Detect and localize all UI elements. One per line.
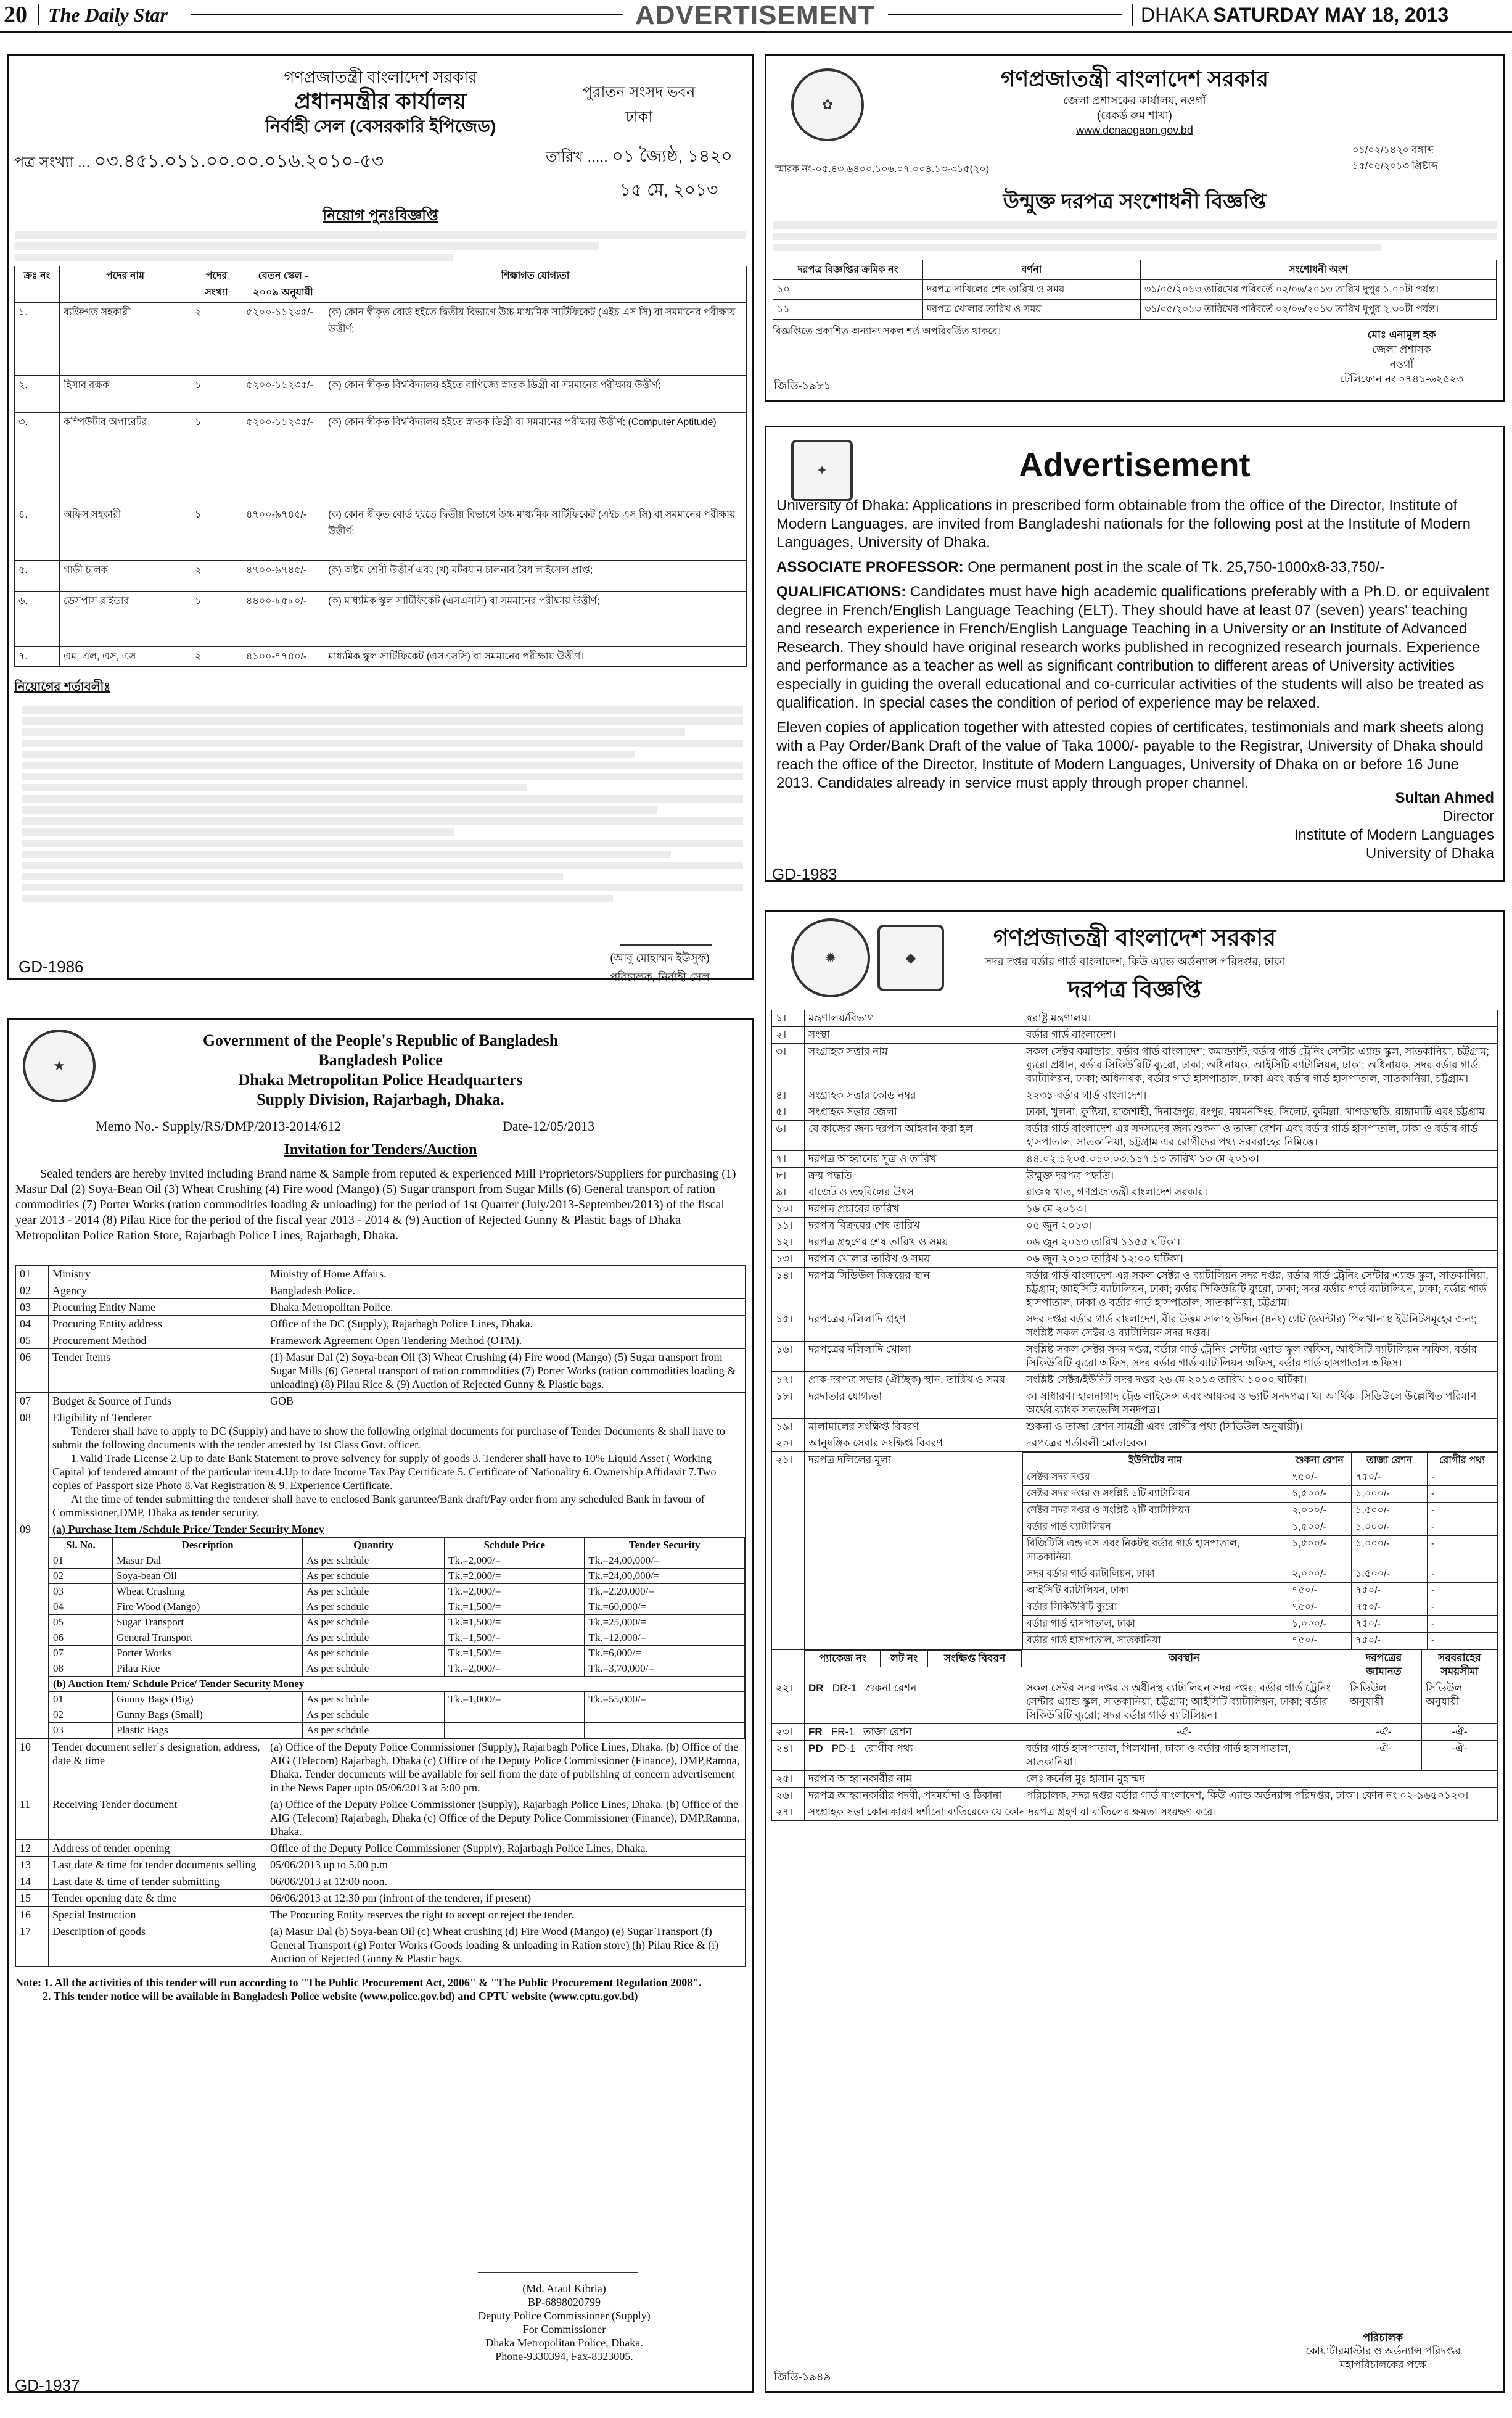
gd-code: GD-1937 bbox=[15, 2376, 80, 2395]
signer: পরিচালক কোয়ার্টারমাস্টার ও অর্ডন্যান্স পরিদপ্তর মহাপরিচালকের পক্ষে bbox=[1305, 2332, 1461, 2371]
office-title: প্রধানমন্ত্রীর কার্যালয় bbox=[294, 88, 467, 113]
table-row: 15 Tender opening date & time 06/06/2013 at 12:30 pm (infront of the tenderer, if present) bbox=[16, 1890, 746, 1907]
table-row: ৫. গাড়ী চালক ২ ৪৭০০-৯৭৪৫/- (ক) অষ্টম শ্রেণী উত্তীর্ণ এবং (খ) মটরযান চালনার বৈধ লাইসেন্স প্রাপ্ত; bbox=[15, 561, 747, 592]
bgb-emblem-icon: ✹ bbox=[791, 918, 870, 997]
table-row: ১৮। দরদাতার যোগ্যতা ক। সাধারণ। হালনাগাদ ট্রেড লাইসেন্স এবং আয়কর ও ভ্যাট সনদপত্র। খ। আর্থিক। সিডিউলে উল্লেখিত পরিমাণ অর্থের ব্যাংক সলভেন্সি সনদপত্র। bbox=[772, 1388, 1498, 1419]
table-row: ২৪। PD PD-1 রোগীর পথ্য বর্ডার গার্ড হাসপাতাল, পিলখানা, ঢাকা ও বর্ডার গার্ড হাসপাতাল, সাতকানিয়া। -ঐ- -ঐ- bbox=[772, 1741, 1498, 1771]
police-ad bbox=[7, 1018, 754, 2393]
signature bbox=[620, 920, 712, 946]
footer-note: বিজ্ঞপ্তিতে প্রকাশিত অন্যান্য সকল শর্ত অপরিবর্তিত থাকবে। bbox=[773, 326, 1001, 337]
table-row: ৫। সংগ্রাহক সত্তার জেলা ঢাকা, খুলনা, কুষ্টিয়া, রাজশাহী, দিনাজপুর, রংপুর, ময়মনসিংহ, সিলেট, কুমিল্লা, খাগড়াছড়ি, রাঙ্গামাটি এবং চট্টগ্রাম। bbox=[772, 1104, 1498, 1121]
table-row: বর্ডার গার্ড ব্যাটালিয়ন ১,৫০০/- ১,০০০/- - bbox=[1023, 1519, 1497, 1536]
table-row: ২০। আনুষঙ্গিক সেবার সংক্ষিপ্ত বিবরণ দরপত্রের শর্তাবলী মোতাবেক। bbox=[772, 1435, 1498, 1452]
note-2: 2. This tender notice will be available in Bangladesh Police website (www.police.gov.bd) and CPTU website (www.cptu.gov.bd) bbox=[43, 1990, 638, 2002]
col-scale: বেতন স্কেল - ২০০৯ অনুযায়ী bbox=[242, 266, 324, 303]
notice-heading: নিয়োগ পুনঃবিজ্ঞপ্তি bbox=[323, 207, 438, 224]
table-row: 09 (a) Purchase Item /Schdule Price/ Tender Security Money Sl. No. Description Quantity Schdule Price Tender Security 01 Masur Dal As per schdule Tk.=2,000/= Tk.=24,00,000/= 02 Soya-bean Oil As per schdule Tk.=2,000/= Tk.=24,00,000/= 03 Wheat Crushing As per schdule Tk.=2,000/= Tk.=2,20,000/= 04 Fire Wood (Mango) As per schdule Tk.=1,500/= Tk.=60,000/= 05 Sugar Transport As per schdule Tk.=1,500/= Tk.=25,000/= 06 General Transport As per schdule Tk.=1,500/= Tk.=12,000/= 07 Porter Works As per schdule Tk.=1,500/= Tk.=6,000/= 08 Pilau Rice As per schdule Tk.=2,000/= Tk.=3,70,000/= (b) Auction Item/ Schdule Price/ Tender Security Money 01 Gunny Bags (Big) As per schdule Tk.=1,000/= Tk.=55,000/= 02 Gunny Bags (Small) As per schdule 03 Plastic Bags As per schdule bbox=[16, 1521, 746, 1739]
table-row: 14 Last date & time of tender submitting 06/06/2013 at 12:00 noon. bbox=[16, 1873, 746, 1890]
table-row: ২৩। FR FR-1 তাজা রেশন -ঐ- -ঐ- -ঐ- bbox=[772, 1724, 1498, 1741]
notice-heading: উন্মুক্ত দরপত্র সংশোধনী বিজ্ঞপ্তি bbox=[1003, 190, 1267, 213]
table-row: 06 Tender Items (1) Masur Dal (2) Soya-bean Oil (3) Wheat Crushing (4) Fire wood (Mango) (5) Sugar transport from Sugar Mills (6) General transport of ration commodities (7) Porter Works (ration commodities loading & unloading) (8) Pilau Rice & (9) Auction of Rejected Gunny & Plastic bags. bbox=[16, 1349, 746, 1393]
table-row: ৬। যে কাজের জন্য দরপত্র আহবান করা হল বর্ডার গার্ড বাংলাদেশ এর সদস্যদের জন্য শুকনা ও তাজা রেশন এবং বর্ডার গার্ড হাসপাতাল, ঢাকা ও বর্ডার গার্ড হাসপাতাল, সাতকানিয়া, চট্টগ্রাম এর রোগীদের পথ্য সরবরাহের নিমিত্তে। bbox=[772, 1121, 1498, 1151]
signer: Sultan Ahmed Director Institute of Modern Languages University of Dhaka bbox=[1294, 790, 1494, 862]
table-row: 17 Description of goods (a) Masur Dal (b) Soya-bean Oil (c) Wheat crushing (d) Fire Wood (Mango) (e) Sugar Transport (f) General Transport (g) Porter Works (Goods loading & unloading in Ration store) (h) Pilau Rice & (i) Auction of Rejected Gunny & Plastic bags. bbox=[16, 1923, 746, 1967]
table-row: 05 Procurement Method Framework Agreement Open Tendering Method (OTM). bbox=[16, 1332, 746, 1349]
table-row: বর্ডার সিকিউরিটি ব্যুরো ৭৫০/- ৭৫০/- - bbox=[1023, 1599, 1497, 1616]
naogaon-ad bbox=[765, 54, 1505, 402]
table-row: 10 Tender document seller`s designation, address, date & time (a) Office of the Deputy Police Commissioner (Supply), Rajarbagh Police Lines, Dhaka. (b) Office of the AIG (Telecom) Rajarbagh, Dhaka (c) Office of the Deputy Police Commissioner (Finance), DMP,Ramna, Dhaka. Tender documents will be available for sell from the date of publishing of concern advertisement in the News Paper upto 05/06/2013 at 5:00 pm. bbox=[16, 1739, 746, 1796]
table-row: ১. ব্যক্তিগত সহকারী ২ ৫২০০-১১২৩৫/- (ক) কোন স্বীকৃত বোর্ড হইতে দ্বিতীয় বিভাগে উচ্চ মাধ্যমিক সার্টিফিকেট (এইচ এস সি) বা সমমানের পরীক্ষায় উত্তীর্ণ; bbox=[15, 303, 747, 376]
office-line: সদর দপ্তর বর্ডার গার্ড বাংলাদেশ, কিউ এ্যান্ড অর্ডন্যান্স পরিদপ্তর, ঢাকা bbox=[984, 955, 1285, 968]
signature bbox=[478, 2241, 638, 2273]
table-row: ২. হিসাব রক্ষক ১ ৫২০০-১১২৩৫/- (ক) কোন স্বীকৃত বিশ্ববিদ্যালয় হইতে বাণিজ্যে স্নাতক ডিগ্রী বা সমমানের পরীক্ষায় উত্তীর্ণ; bbox=[15, 376, 747, 413]
table-row: 07 Budget & Source of Funds GOB bbox=[16, 1393, 746, 1409]
table-row: 06 General Transport As per schdule Tk.=1,500/= Tk.=12,000/= bbox=[49, 1630, 745, 1646]
table-row: ১৫। দরপত্রের দলিলাদি গ্রহণ সদর দপ্তর বর্ডার গার্ড বাংলাদেশ, বীর উত্তম সালাহ উদ্দিন (৪নং) গেট (৬ঘন্টার) পিলখানাস্থ ইউনিটসমূহের জন্য; সংশ্লিষ্ট সকল সেক্টর ও ব্যাটালিয়ন সদর দপ্তর। bbox=[772, 1311, 1498, 1342]
govt-title: গণপ্রজাতন্ত্রী বাংলাদেশ সরকার bbox=[284, 68, 477, 86]
table-row: ১০ দরপত্র দাখিলের শেষ তারিখ ও সময় ৩১/০৫/২০১৩ তারিখের পরিবর্তে ০২/০৬/২০১৩ তারিখ দুপুর ১.০০টা পর্যন্ত। bbox=[773, 280, 1497, 300]
table-row: ২৬। দরপত্র আহ্বানকারীর পদবী, পদমর্যাদা ও ঠিকানা পরিচালক, সদর দপ্তর বর্ডার গার্ড বাংলাদেশ, কিউ এ্যান্ড অর্ডন্যান্স পরিদপ্তর, ঢাকা। ফোন নং ০২-৯৬৫০১২৩। bbox=[772, 1788, 1498, 1804]
table-row: ৩. কম্পিউটার অপারেটর ১ ৫২০০-১১২৩৫/- (ক) কোন স্বীকৃত বিশ্ববিদ্যালয় হইতে স্নাতক ডিগ্রী বা সমমানের পরীক্ষায় উত্তীর্ণ; (Computer Aptitude) bbox=[15, 413, 747, 505]
table-row: ৬. ডেসপাস রাইডার ১ ৪৪০০-৮৫৮০/- (ক) মাধ্যমিক স্কুল সার্টিফিকেট (এসএসসি) বা সমমানের পরীক্ষায় উত্তীর্ণ; bbox=[15, 592, 747, 647]
table-row: ৪। সংগ্রাহক সত্তার কোড নম্বর ২২৩১-বর্ডার গার্ড বাংলাদেশ। bbox=[772, 1087, 1498, 1104]
table-row: 02 Soya-bean Oil As per schdule Tk.=2,000/= Tk.=24,00,000/= bbox=[49, 1569, 745, 1584]
table-row: ১১। দরপত্র বিক্রয়ের শেষ তারিখ ০৫ জুন ২০১৩। bbox=[772, 1218, 1498, 1234]
terms-heading: নিয়োগের শর্তাবলীঃ bbox=[14, 680, 111, 694]
notice-heading: Invitation for Tenders/Auction bbox=[284, 1142, 477, 1158]
table-row: ২৭। সংগ্রাহক সত্তা কোন কারণ দর্শানো ব্যতিরেকে যে কোন দরপত্র গ্রহণ বা বাতিলের ক্ষমতা সংরক্ষণ করে। bbox=[772, 1804, 1498, 1821]
table-row: ১৯। মালামালের সংক্ষিপ্ত বিবরণ শুকনা ও তাজা রেশন সামগ্রী এবং রোগীর পথ্য (সিডিউল অনুযায়ী)। bbox=[772, 1419, 1498, 1435]
table-row: 01 Ministry Ministry of Home Affairs. bbox=[16, 1266, 746, 1282]
govt-title: গণপ্রজাতন্ত্রী বাংলাদেশ সরকার bbox=[993, 925, 1276, 951]
col-no: ক্রঃ নং bbox=[15, 266, 60, 303]
signer: মোঃ এনামুল হক জেলা প্রশাসক নওগাঁ টেলিফোন নং ০৭৪১-৬২৫২৩ bbox=[1339, 329, 1463, 385]
intro-text: Sealed tenders are hereby invited including Brand name & Sample from reputed & experienced Mill Proprietors/Suppliers for purchasing (1) Masur Dal (2) Soya-Bean Oil (3) Wheat Crushing (4) Fire wood (Mango) (5) Sugar transport from Sugar Mills (6) General transport of ration commodities (7) Porter Works (ration commodities loading & unloading) for the period of 1st Quarter (July/2013-September/2013) of the fiscal year 2013 - 2014 (8) Pilau Rice for the period of the fiscal year 2013 - 2014 & (9) Auction of Rejected Gunny & Plastic bags of Dhaka Metropolitan Police Ration Store, Rajarbagh Police Lines, Rajarbagh, Dhaka. bbox=[15, 1167, 736, 1242]
dateline: DHAKA SATURDAY MAY 18, 2013 bbox=[1141, 4, 1449, 26]
price-table: ইউনিটের নাম শুকনা রেশন তাজা রেশন রোগীর পথ্য সেক্টর সদর দপ্তর ৭৫০/- ৭৫০/- - সেক্টর সদর দপ্তর ও সংশ্লিষ্ট ১টি ব্যাটালিয়ন ১,৫০০/- ১,০০০/- - সেক্টর সদর দপ্তর ও সংশ্লিষ্ট ২টি ব্যাটালিয়ন ২,০০০/- ১,৫০০/- - বর্ডার গার্ড ব্যাটালিয়ন ১,৫০০/- ১,০০০/- - বিজিটিসি এন্ড এস এবং নিকটস্থ বর্ডার গার্ড হাসপাতাল, সাতকানিয়া ১,৫০০/- ১,০০০/- - সদর বর্ডার গার্ড ব্যাটালিয়ন, ঢাকা ২,০০০/- ১,৫০০/- - আইসিটি ব্যাটালিয়ন, ঢাকা ৭৫০/- ৭৫০/- - বর্ডার সিকিউরিটি ব্যুরো ৭৫০/- ৭৫০/- - বর্ডার গার্ড হাসপাতাল, ঢাকা ১,০০০/- ৭৫০/- - বর্ডার গার্ড হাসপাতাল, সাতকানিয়া ৭৫০/- ৭৫০/- - bbox=[1022, 1452, 1497, 1649]
office-address: পুরাতন সংসদ ভবন ঢাকা bbox=[583, 84, 696, 125]
gd-code: GD-1986 bbox=[18, 957, 84, 976]
table-row: ২। সংস্থা বর্ডার গার্ড বাংলাদেশ। bbox=[772, 1027, 1498, 1044]
table-row: 05 Sugar Transport As per schdule Tk.=1,500/= Tk.=25,000/= bbox=[49, 1615, 745, 1630]
table-row: ৯। বাজেট ও তহবিলের উৎস রাজস্ব খাত, গণপ্রজাতন্ত্রী বাংলাদেশ সরকার। bbox=[772, 1184, 1498, 1201]
table-row: ২৫। দরপত্র আহ্বানকারীর নাম লেঃ কর্নেল মুঃ হাসান মুহাম্মদ bbox=[772, 1771, 1498, 1788]
table-row: 12 Address of tender opening Office of the Deputy Police Commissioner (Supply), Rajarbagh Police Lines, Dhaka. bbox=[16, 1840, 746, 1857]
posts-table bbox=[14, 266, 747, 667]
gd-code: GD-1983 bbox=[772, 865, 837, 883]
table-row: 03 Wheat Crushing As per schdule Tk.=2,000/= Tk.=2,20,000/= bbox=[49, 1584, 745, 1599]
table-row: ১৪। দরপত্র সিডিউল বিক্রয়ের স্থান বর্ডার গার্ড বাংলাদেশ এর সকল সেক্টর ও ব্যাটালিয়ন সদর দপ্তর, বর্ডার গার্ড ট্রেনিং সেন্টার এ্যান্ড স্কুল, সাতকানিয়া, চট্টগ্রাম; আইসিটি ব্যাটালিয়ন, ঢাকা; বর্ডার সিকিউরিটি ব্যুরো, ঢাকা; সদর বর্ডার গার্ড ব্যাটালিয়ন, ঢাকা; বর্ডার গার্ড হাসপাতাল, ঢাকা ও বর্ডার গার্ড হাসপাতাল, সাতকানিয়া, চট্টগ্রাম। bbox=[772, 1268, 1498, 1311]
table-row: বর্ডার গার্ড হাসপাতাল, ঢাকা ১,০০০/- ৭৫০/- - bbox=[1023, 1616, 1497, 1633]
note-1: Note: 1. All the activities of this tender will run according to "The Public Procurement Act, 2006" & "The Public Procurement Regulation 2008". bbox=[15, 1976, 702, 1989]
cell-title: নির্বাহী সেল (বেসরকারি ইপিজেড) bbox=[265, 117, 496, 136]
gd-code: জিডি-১৯৪৯ bbox=[774, 2371, 831, 2383]
table-row: ১। মন্ত্রণালয়/বিভাগ স্বরাষ্ট্র মন্ত্রণালয়। bbox=[772, 1010, 1498, 1027]
table-row: সেক্টর সদর দপ্তর ৭৫০/- ৭৫০/- - bbox=[1023, 1469, 1497, 1486]
table-row: ১৬। দরপত্রের দলিলাদি খোলা সংশ্লিষ্ট সকল সেক্টর সদর দপ্তর, বর্ডার গার্ড ট্রেনিং সেন্টার এ্যান্ড স্কুল অফিস, আইসিটি ব্যাটালিয়ন অফিস, বর্ডার সিকিউরিটি ব্যুরো অফিস, সদর বর্ডার গার্ড ব্যাটালিয়ন অফিস, বর্ডার গার্ড হাসপাতাল অফিস। bbox=[772, 1342, 1498, 1372]
table-row: 08 Pilau Rice As per schdule Tk.=2,000/= Tk.=3,70,000/= bbox=[49, 1661, 745, 1677]
table-row: 04 Fire Wood (Mango) As per schdule Tk.=1,500/= Tk.=60,000/= bbox=[49, 1599, 745, 1615]
date-line: তারিখ ..... ০১ জ্যৈষ্ঠ, ১৪২০ ১৫ মে, ২০১৩ bbox=[546, 146, 733, 199]
masthead bbox=[0, 0, 1512, 33]
signer: (Md. Ataul Kibria) BP-6898020799 Deputy Police Commissioner (Supply) For Commissioner Dhaka Metropolitan Police, Dhaka. Phone-9330394, Fax-8323005. bbox=[478, 2282, 651, 2362]
table-row: ১৭। প্রাক-দরপত্র সভার (ঐচ্ছিক) স্থান, তারিখ ও সময় সংশ্লিষ্ট সেক্টর/ইউনিট সদর দপ্তর ২৬ মে ২০১৩ তারিখ ১০০০ ঘটিকা। bbox=[772, 1372, 1498, 1388]
col-post: পদের নাম bbox=[60, 266, 191, 303]
police-emblem-icon: ★ bbox=[23, 1030, 96, 1102]
table-row: ১২। দরপত্র গ্রহণের শেষ তারিখ ও সময় ০৬ জুন ২০১৩ তারিখ ১১৫৫ ঘটিকা। bbox=[772, 1234, 1498, 1251]
tender-table: ১। মন্ত্রণালয়/বিভাগ স্বরাষ্ট্র মন্ত্রণালয়। ২। সংস্থা বর্ডার গার্ড বাংলাদেশ। ৩। সংগ্রাহক সত্তার নাম সকল সেক্টর কমান্ডার, বর্ডার গার্ড বাংলাদেশ; কমান্ড্যান্ট, বর্ডার গার্ড ট্রেনিং সেন্টার এ্যান্ড স্কুল, সাতকানিয়া, চট্টগ্রাম; ব্যুরো প্রধান, বর্ডার সিকিউরিটি ব্যুরো, ঢাকা; অধিনায়ক, আইসিটি ব্যাটালিয়ন, ঢাকা; অধিনায়ক, সদর বর্ডার গার্ড ব্যাটালিয়ন, ঢাকা; অধিনায়ক, বর্ডার গার্ড হাসপাতাল, ঢাকা এবং বর্ডার গার্ড হাসপাতাল, সাতকানিয়া, চট্টগ্রাম। ৪। সংগ্রাহক সত্তার কোড নম্বর ২২৩১-বর্ডার গার্ড বাংলাদেশ। ৫। সংগ্রাহক সত্তার জেলা ঢাকা, খুলনা, কুষ্টিয়া, রাজশাহী, দিনাজপুর, রংপুর, ময়মনসিংহ, সিলেট, কুমিল্লা, খাগড়াছড়ি, রাঙ্গামাটি এবং চট্টগ্রাম। ৬। যে কাজের জন্য দরপত্র আহবান করা হল বর্ডার গার্ড বাংলাদেশ এর সদস্যদের জন্য শুকনা ও তাজা রেশন এবং বর্ডার গার্ড হাসপাতাল, ঢাকা ও বর্ডার গার্ড হাসপাতাল, সাতকানিয়া, চট্টগ্রাম এর রোগীদের পথ্য সরবরাহের নিমিত্তে। ৭। দরপত্র আহ্বানের সূত্র ও তারিখ ৪৪.০২.১২০৫.০১০.০৩.১১৭.১৩ তারিখ ১৩ মে ২০১৩। ৮। ক্রয় পদ্ধতি উন্মুক্ত দরপত্র পদ্ধতি। ৯। বাজেট ও তহবিলের উৎস রাজস্ব খাত, গণপ্রজাতন্ত্রী বাংলাদেশ সরকার। ১০। দরপত্র প্রচারের তারিখ ১৬ মে ২০১৩। ১১। দরপত্র বিক্রয়ের শেষ তারিখ ০৫ জুন ২০১৩। ১২। দরপত্র গ্রহণের শেষ তারিখ ও সময় ০৬ জুন ২০১৩ তারিখ ১১৫৫ ঘটিকা। ১৩। দরপত্র খোলার তারিখ ও সময় ০৬ জুন ২০১৩ তারিখ ১২:০০ ঘটিকা। ১৪। দরপত্র সিডিউল বিক্রয়ের স্থান বর্ডার গার্ড বাংলাদেশ এর সকল সেক্টর ও ব্যাটালিয়ন সদর দপ্তর, বর্ডার গার্ড ট্রেনিং সেন্টার এ্যান্ড স্কুল, সাতকানিয়া, চট্টগ্রাম; আইসিটি ব্যাটালিয়ন, ঢাকা; বর্ডার সিকিউরিটি ব্যুরো, ঢাকা; সদর বর্ডার গার্ড ব্যাটালিয়ন, ঢাকা; বর্ডার গার্ড হাসপাতাল, ঢাকা ও বর্ডার গার্ড হাসপাতাল, সাতকানিয়া, চট্টগ্রাম। ১৫। দরপত্রের দলিলাদি গ্রহণ সদর দপ্তর বর্ডার গার্ড বাংলাদেশ, বীর উত্তম সালাহ উদ্দিন (৪নং) গেট (৬ঘন্টার) পিলখানাস্থ ইউনিটসমূহের জন্য; সংশ্লিষ্ট সকল সেক্টর ও ব্যাটালিয়ন সদর দপ্তর। ১৬। দরপত্রের দলিলাদি খোলা সংশ্লিষ্ট সকল সেক্টর সদর দপ্তর, বর্ডার গার্ড ট্রেনিং সেন্টার এ্যান্ড স্কুল অফিস, আইসিটি ব্যাটালিয়ন অফিস, বর্ডার সিকিউরিটি ব্যুরো অফিস, সদর বর্ডার গার্ড ব্যাটালিয়ন অফিস, বর্ডার গার্ড হাসপাতাল অফিস। ১৭। প্রাক-দরপত্র সভার (ঐচ্ছিক) স্থান, তারিখ ও সময় সংশ্লিষ্ট সেক্টর/ইউনিট সদর দপ্তর ২৬ মে ২০১৩ তারিখ ১০০০ ঘটিকা। ১৮। দরদাতার যোগ্যতা ক। সাধারণ। হালনাগাদ ট্রেড লাইসেন্স এবং আয়কর ও ভ্যাট সনদপত্র। খ। আর্থিক। সিডিউলে উল্লেখিত পরিমাণ অর্থের ব্যাংক সলভেন্সি সনদপত্র। ১৯। মালামালের সংক্ষিপ্ত বিবরণ শুকনা ও তাজা রেশন সামগ্রী এবং রোগীর পথ্য (সিডিউল অনুযায়ী)। ২০। আনুষঙ্গিক সেবার সংক্ষিপ্ত বিবরণ দরপত্রের শর্তাবলী মোতাবেক। ২১। দরপত্র দলিলের মূল্য ইউনিটের নাম শুকনা রেশন তাজা রেশন রোগীর পথ্য সেক্টর সদর দপ্তর ৭৫০/- ৭৫০/- - সেক্টর সদর দপ্তর ও সংশ্লিষ্ট ১টি ব্যাটালিয়ন ১,৫০০/- ১,০০০/- - সেক্টর সদর দপ্তর ও সংশ্লিষ্ট ২টি ব্যাটালিয়ন ২,০০০/- ১,৫০০/- - বর্ডার গার্ড ব্যাটালিয়ন ১,৫০০/- ১,০০০/- - বিজিটিসি এন্ড এস এবং নিকটস্থ বর্ডার গার্ড হাসপাতাল, সাতকানিয়া ১,৫০০/- ১,০০০/- - সদর বর্ডার গার্ড ব্যাটালিয়ন, ঢাকা ২,০০০/- ১,৫০০/- - আইসিটি ব্যাটালিয়ন, ঢাকা ৭৫০/- ৭৫০/- - বর্ডার সিকিউরিটি ব্যুরো ৭৫০/- ৭৫০/- - বর্ডার গার্ড হাসপাতাল, ঢাকা ১,০০০/- ৭৫০/- - বর্ডার গার্ড হাসপাতাল, সাতকানিয়া ৭৫০/- ৭৫০/- - প্যাকেজ নং লট নং সংক্ষিপ্ত বিবরণ অবস্থান দরপত্রের জামানত সরবরাহের সময়সীমা ২২। DR DR-1 শুকনা রেশন সকল সেক্টর সদর দপ্তর ও অধীনস্থ ব্যাটালিয়ন সদর দপ্তর; বর্ডার গার্ড ট্রেনিং সেন্টার এ্যান্ড স্কুল, সাতকানিয়া, চট্টগ্রাম; আইসিটি ব্যাটালিয়ন, ঢাকা; বর্ডার সিকিউরিটি ব্যুরো; সদর বর্ডার গার্ড ব্যাটালিয়ন। সিডিউল অনুযায়ী সিডিউল অনুযায়ী ২৩। FR FR-1 তাজা রেশন -ঐ- -ঐ- -ঐ- ২৪। PD PD-1 রোগীর পথ্য বর্ডার গার্ড হাসপাতাল, পিলখানা, ঢাকা ও বর্ডার গার্ড হাসপাতাল, সাতকানিয়া। -ঐ- -ঐ- ২৫। দরপত্র আহ্বানকারীর নাম লেঃ কর্নেল মুঃ হাসান মুহাম্মদ ২৬। দরপত্র আহ্বানকারীর পদবী, পদমর্যাদা ও ঠিকানা পরিচালক, সদর দপ্তর বর্ডার গার্ড বাংলাদেশ, কিউ এ্যান্ড অর্ডন্যান্স পরিদপ্তর, ঢাকা। ফোন নং ০২-৯৬৫০১২৩। ২৭। সংগ্রাহক সত্তা কোন কারণ দর্শানো ব্যতিরেকে যে কোন দরপত্র গ্রহণ বা বাতিলের ক্ষমতা সংরক্ষণ করে। bbox=[771, 1010, 1498, 1821]
table-row: 03 Plastic Bags As per schdule bbox=[49, 1723, 745, 1738]
gd-code: জিডি-১৯৮১ bbox=[774, 379, 831, 392]
tender-table bbox=[15, 1265, 746, 2003]
table-row: 07 Porter Works As per schdule Tk.=1,500/= Tk.=6,000/= bbox=[49, 1646, 745, 1661]
table-row: 01 Masur Dal As per schdule Tk.=2,000/= Tk.=24,00,000/= bbox=[49, 1553, 745, 1569]
amendment-table: দরপত্র বিজ্ঞপ্তির ক্রমিক নং বর্ণনা সংশোধনী অংশ ১০ দরপত্র দাখিলের শেষ তারিখ ও সময় ৩১/০৫/২০১৩ তারিখের পরিবর্তে ০২/০৬/২০১৩ তারিখ দুপুর ১.০০টা পর্যন্ত। ১১ দরপত্র খোলার তারিখ ও সময় ৩১/০৫/২০১৩ তারিখের পরিবর্তে ০২/০৬/২০১৩ তারিখ দুপুর ২.৩০টা পর্যন্ত। বিজ্ঞপ্তিতে প্রকাশিত অন্যান্য সকল শর্ত অপরিবর্তিত থাকবে। bbox=[773, 260, 1497, 340]
table-row: 02 Agency Bangladesh Police. bbox=[16, 1282, 746, 1299]
university-logo-icon: ✦ bbox=[791, 440, 853, 501]
ad-title: Advertisement bbox=[1019, 447, 1251, 484]
notice-heading: দরপত্র বিজ্ঞপ্তি bbox=[1068, 977, 1201, 1003]
newspaper-name: The Daily Star bbox=[48, 4, 168, 26]
signer: (আবু মোহাম্মদ ইউসুফ) পরিচালক, নির্বাহী সেল bbox=[610, 952, 710, 983]
table-row: আইসিটি ব্যাটালিয়ন, ঢাকা ৭৫০/- ৭৫০/- - bbox=[1023, 1583, 1497, 1599]
bgb-ad bbox=[765, 910, 1505, 2393]
table-row: 04 Procuring Entity address Office of the DC (Supply), Rajarbagh Police Lines, Dhaka. bbox=[16, 1316, 746, 1332]
table-row: ৮। ক্রয় পদ্ধতি উন্মুক্ত দরপত্র পদ্ধতি। bbox=[772, 1168, 1498, 1184]
table-row: সেক্টর সদর দপ্তর ও সংশ্লিষ্ট ২টি ব্যাটালিয়ন ২,০০০/- ১,৫০০/- - bbox=[1023, 1503, 1497, 1519]
office-line: জেলা প্রশাসকের কার্যালয়, নওগাঁ (রেকর্ড রুম শাখা) www.dcnaogaon.gov.bd bbox=[1063, 94, 1206, 136]
police-header: Government of the People's Republic of Bangladesh Bangladesh Police Dhaka Metropolitan Police Headquarters Supply Division, Rajarbagh, Dhaka. bbox=[202, 1031, 559, 1108]
memo-line: পত্র সংখ্যা ... ০৩.৪৫১.০১১.০০.০০.০১৬.২০১০-৫৩ bbox=[14, 151, 384, 171]
table-row: ৩। সংগ্রাহক সত্তার নাম সকল সেক্টর কমান্ডার, বর্ডার গার্ড বাংলাদেশ; কমান্ড্যান্ট, বর্ডার গার্ড ট্রেনিং সেন্টার এ্যান্ড স্কুল, সাতকানিয়া, চট্টগ্রাম; ব্যুরো প্রধান, বর্ডার সিকিউরিটি ব্যুরো, ঢাকা; অধিনায়ক, আইসিটি ব্যাটালিয়ন, ঢাকা; অধিনায়ক, সদর বর্ডার গার্ড ব্যাটালিয়ন, ঢাকা; অধিনায়ক, বর্ডার গার্ড হাসপাতাল, ঢাকা এবং বর্ডার গার্ড হাসপাতাল, সাতকানিয়া, চট্টগ্রাম। bbox=[772, 1044, 1498, 1087]
memo: Memo No.- Supply/RS/DMP/2013-2014/612 bbox=[96, 1118, 341, 1134]
du-ad bbox=[765, 426, 1505, 882]
table-row: 16 Special Instruction The Procuring Entity reserves the right to accept or reject the tender. bbox=[16, 1907, 746, 1923]
col-count: পদের সংখ্যা bbox=[191, 266, 242, 303]
table-row: 02 Gunny Bags (Small) As per schdule bbox=[49, 1707, 745, 1723]
section-title: ADVERTISEMENT bbox=[635, 0, 876, 30]
table-row: ১৩। দরপত্র খোলার তারিখ ও সময় ০৬ জুন ২০১৩ তারিখ ১২:০০ ঘটিকা। bbox=[772, 1251, 1498, 1268]
page-number: 20 bbox=[4, 2, 27, 28]
table-row: 03 Procuring Entity Name Dhaka Metropolitan Police. bbox=[16, 1299, 746, 1316]
table-row: বিজিটিসি এন্ড এস এবং নিকটস্থ বর্ডার গার্ড হাসপাতাল, সাতকানিয়া ১,৫০০/- ১,০০০/- - bbox=[1023, 1536, 1497, 1566]
table-row: 08 Eligibility of Tenderer Tenderer shall have to apply to DC (Supply) and have to show the following original documents for purchase of Tender Documents & shall have to submit the following documents with the tender attested by 1st Class Govt. officer. 1.Valid Trade License 2.Up to date Bank Statement to prove solvency for supply of goods 3. Tenderer shall have to 10% Liquid Asset ( Working Capital )of tendered amount of the particular item 4.Up to date Income Tax Pay Certificate 5. Certificate of Nationality 6. Ownership Affidavit 7.Two copies of Passport size Photo 8.Vat Registration & 9. Experience Certificate. At the time of tender submitting the tenderer shall have to enclosed Bank garuntee/Bank draft/Pay order from any scheduled Bank in favour of Commissioner,DMP, Dhaka as tender security. bbox=[16, 1409, 746, 1521]
pm-office-ad bbox=[7, 54, 754, 983]
table-row: সেক্টর সদর দপ্তর ও সংশ্লিষ্ট ১টি ব্যাটালিয়ন ১,৫০০/- ১,০০০/- - bbox=[1023, 1486, 1497, 1503]
ad-body: University of Dhaka: Applications in prescribed form obtainable from the office of the Director, Institute of Modern Languages, are invited from Bangladeshi nationals for the following post at the Institute of Modern Languages, University of Dhaka. ASSOCIATE PROFESSOR: One permanent post in the scale of Tk. 25,750-1000x8-33,750/- QUALIFICATIONS: Candidates must have high academic qualifications preferably with a Ph.D. or equivalent degree in French/English Language Teaching (ELT). They should have at least 07 (seven) years' teaching and research experience in French/English Language Teaching in a University or an Institute of Advanced Research. They should have original research works published in recognized research journals. Experience and performance as a teacher as well as significant contribution to different areas of University activities especially in guiding the overall educational and co-curricular activities of the students will also be treated as qualification. In special cases the condition of period of experience may be relaxed. Eleven copies of application together with attested copies of certificates, testimonials and mark sheets along with a Pay Order/Bank Draft of the value of Taka 1000/- payable to the Registrar, University of Dhaka should reach the office of the Director, Institute of Modern Languages, University of Dhaka on or before 16 June 2013. Candidates already in service must apply through proper channel. bbox=[776, 497, 1490, 791]
table-row: সদর বর্ডার গার্ড ব্যাটালিয়ন, ঢাকা ২,০০০/- ১,৫০০/- - bbox=[1023, 1566, 1497, 1583]
table-row: 13 Last date & time for tender documents selling 05/06/2013 up to 5.00 p.m bbox=[16, 1857, 746, 1873]
table-row: ১০। দরপত্র প্রচারের তারিখ ১৬ মে ২০১৩। bbox=[772, 1201, 1498, 1218]
terms-text bbox=[22, 703, 743, 906]
date: Date-12/05/2013 bbox=[503, 1118, 595, 1134]
bangladesh-emblem-icon: ✿ bbox=[791, 68, 864, 141]
table-row: ৪. অফিস সহকারী ১ ৪৭০০-৯৭৪৫/- (ক) কোন স্বীকৃত বোর্ড হইতে দ্বিতীয় বিভাগে উচ্চ মাধ্যমিক সার্টিফিকেট (এইচ এস সি) বা সমমানের পরীক্ষায় উত্তীর্ণ; bbox=[15, 505, 747, 561]
purchase-table: Sl. No. Description Quantity Schdule Price Tender Security 01 Masur Dal As per schdule Tk.=2,000/= Tk.=24,00,000/= 02 Soya-bean Oil As per schdule Tk.=2,000/= Tk.=24,00,000/= 03 Wheat Crushing As per schdule Tk.=2,000/= Tk.=2,20,000/= 04 Fire Wood (Mango) As per schdule Tk.=1,500/= Tk.=60,000/= 05 Sugar Transport As per schdule Tk.=1,500/= Tk.=25,000/= 06 General Transport As per schdule Tk.=1,500/= Tk.=12,000/= 07 Porter Works As per schdule Tk.=1,500/= Tk.=6,000/= 08 Pilau Rice As per schdule Tk.=2,000/= Tk.=3,70,000/= (b) Auction Item/ Schdule Price/ Tender Security Money 01 Gunny Bags (Big) As per schdule Tk.=1,000/= Tk.=55,000/= 02 Gunny Bags (Small) As per schdule 03 Plastic Bags As per schdule bbox=[49, 1537, 745, 1738]
table-row: ৭। দরপত্র আহ্বানের সূত্র ও তারিখ ৪৪.০২.১২০৫.০১০.০৩.১১৭.১৩ তারিখ ১৩ মে ২০১৩। bbox=[772, 1151, 1498, 1168]
table-row: বর্ডার গার্ড হাসপাতাল, সাতকানিয়া ৭৫০/- ৭৫০/- - bbox=[1023, 1633, 1497, 1649]
dates: ০১/০২/১৪২০ বঙ্গাব্দ ১৫/০৫/২০১৩ খ্রিষ্টাব্দ bbox=[1352, 145, 1438, 171]
memo: স্মারক নং-০৫.৪৩.৬৪০০.১০৬.০৭.০০৪.১৩-৩১৫(২০) bbox=[775, 164, 990, 175]
table-row: ২১। দরপত্র দলিলের মূল্য ইউনিটের নাম শুকনা রেশন তাজা রেশন রোগীর পথ্য সেক্টর সদর দপ্তর ৭৫০/- ৭৫০/- - সেক্টর সদর দপ্তর ও সংশ্লিষ্ট ১টি ব্যাটালিয়ন ১,৫০০/- ১,০০০/- - সেক্টর সদর দপ্তর ও সংশ্লিষ্ট ২টি ব্যাটালিয়ন ২,০০০/- ১,৫০০/- - বর্ডার গার্ড ব্যাটালিয়ন ১,৫০০/- ১,০০০/- - বিজিটিসি এন্ড এস এবং নিকটস্থ বর্ডার গার্ড হাসপাতাল, সাতকানিয়া ১,৫০০/- ১,০০০/- - সদর বর্ডার গার্ড ব্যাটালিয়ন, ঢাকা ২,০০০/- ১,৫০০/- - আইসিটি ব্যাটালিয়ন, ঢাকা ৭৫০/- ৭৫০/- - বর্ডার সিকিউরিটি ব্যুরো ৭৫০/- ৭৫০/- - বর্ডার গার্ড হাসপাতাল, ঢাকা ১,০০০/- ৭৫০/- - বর্ডার গার্ড হাসপাতাল, সাতকানিয়া ৭৫০/- ৭৫০/- - bbox=[772, 1452, 1498, 1650]
table-row: 11 Receiving Tender document (a) Office of the Deputy Police Commissioner (Supply), Rajarbagh Police Lines, Dhaka. (b) Office of the AIG (Telecom) Rajarbagh, Dhaka (c) Office of the Deputy Police Commissioner (Finance), DMP,Ramna, Dhaka. bbox=[16, 1796, 746, 1840]
table-row: 01 Gunny Bags (Big) As per schdule Tk.=1,000/= Tk.=55,000/= bbox=[49, 1692, 745, 1707]
table-row: ২২। DR DR-1 শুকনা রেশন সকল সেক্টর সদর দপ্তর ও অধীনস্থ ব্যাটালিয়ন সদর দপ্তর; বর্ডার গার্ড ট্রেনিং সেন্টার এ্যান্ড স্কুল, সাতকানিয়া, চট্টগ্রাম; আইসিটি ব্যাটালিয়ন, ঢাকা; বর্ডার সিকিউরিটি ব্যুরো; সদর বর্ডার গার্ড ব্যাটালিয়ন। সিডিউল অনুযায়ী সিডিউল অনুযায়ী bbox=[772, 1680, 1498, 1724]
govt-title: গণপ্রজাতন্ত্রী বাংলাদেশ সরকার bbox=[1000, 66, 1269, 91]
bgb-badge-icon: ◆ bbox=[877, 925, 944, 991]
table-row: ১১ দরপত্র খোলার তারিখ ও সময় ৩১/০৫/২০১৩ তারিখের পরিবর্তে ০২/০৬/২০১৩ তারিখ দুপুর ২.৩০টা পর্যন্ত। bbox=[773, 300, 1497, 320]
col-qual: শিক্ষাগত যোগ্যতা bbox=[324, 266, 747, 303]
table-row: ৭. এম, এল, এস, এস ২ ৪১০০-৭৭৪০/- মাধ্যমিক স্কুল সার্টিফিকেট (এসএসসি) বা সমমানের পরীক্ষায় উত্তীর্ণ। bbox=[15, 647, 747, 667]
